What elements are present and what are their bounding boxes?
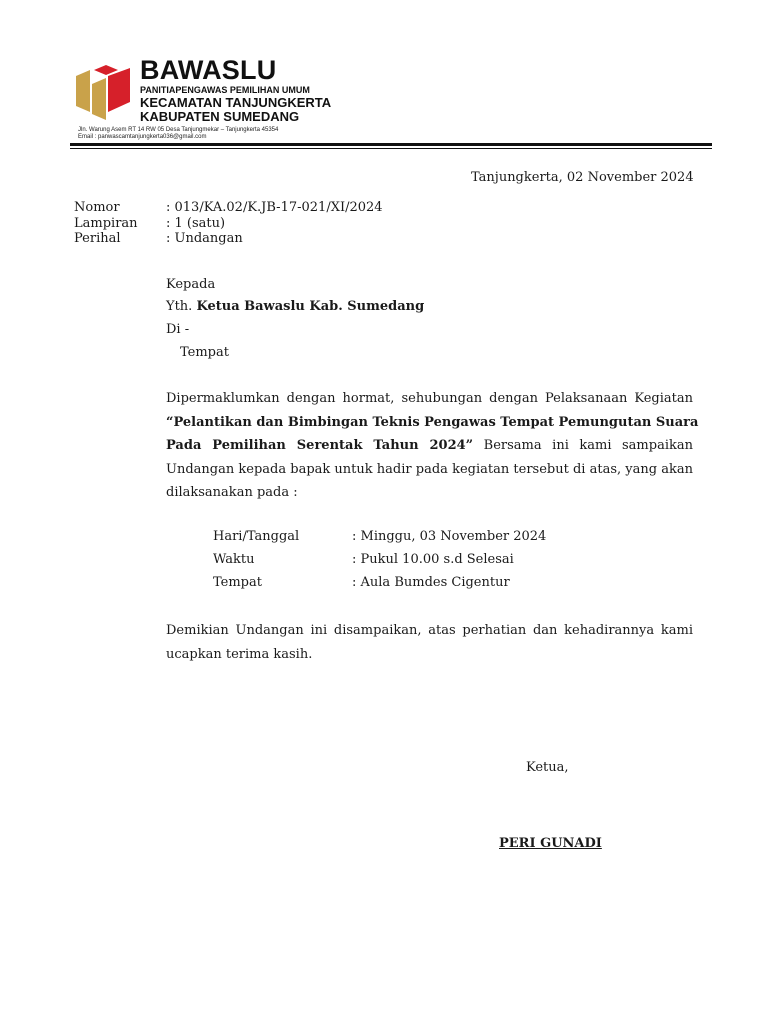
recipient-di: Di - xyxy=(166,322,190,337)
letterhead-divider-thin xyxy=(70,148,712,149)
signature-title: Ketua, xyxy=(526,760,569,775)
detail-value-time: : Pukul 10.00 s.d Selesai xyxy=(352,552,514,567)
detail-label-time: Waktu xyxy=(213,552,255,567)
lampiran-value: : 1 (satu) xyxy=(166,216,226,231)
org-name: BAWASLU xyxy=(140,55,277,85)
closing-line-1: Demikian Undangan ini disampaikan, atas perhatian dan kehadirannya kami xyxy=(166,623,693,638)
detail-label-place: Tempat xyxy=(213,575,262,590)
body-line-5: dilaksanakan pada : xyxy=(166,485,298,500)
org-regency: KABUPATEN SUMEDANG xyxy=(140,109,300,124)
recipient-yth xyxy=(166,299,424,315)
body-line-3 xyxy=(166,434,693,458)
body-paragraph xyxy=(166,387,699,505)
detail-value-place: : Aula Bumdes Cigentur xyxy=(352,575,510,590)
body-line-2 xyxy=(166,411,699,435)
recipient-yth-prefix: Yth. xyxy=(166,299,197,314)
recipient-tempat: Tempat xyxy=(180,345,229,360)
org-district: KECAMATAN TANJUNGKERTA xyxy=(140,95,332,110)
nomor-value: : 013/KA.02/K.JB-17-021/XI/2024 xyxy=(166,200,383,215)
closing-paragraph xyxy=(166,619,693,666)
event-title-part-2: Pada Pemilihan Serentak Tahun 2024” xyxy=(166,438,474,453)
closing-line-2: ucapkan terima kasih. xyxy=(166,646,313,662)
perihal-value: : Undangan xyxy=(166,231,243,246)
letterhead-divider-thick xyxy=(70,143,712,146)
body-line-1: Dipermaklumkan dengan hormat, sehubungan dengan Pelaksanaan Kegiatan xyxy=(166,391,693,406)
recipient-name: Ketua Bawaslu Kab. Sumedang xyxy=(196,299,425,314)
detail-value-date: : Minggu, 03 November 2024 xyxy=(352,529,547,544)
signatory-name: PERI GUNADI xyxy=(499,836,602,851)
lampiran-label: Lampiran xyxy=(74,216,138,231)
org-subtitle: PANITIAPENGAWAS PEMILIHAN UMUM xyxy=(140,85,310,95)
perihal-label: Perihal xyxy=(74,231,121,246)
recipient-kepada: Kepada xyxy=(166,277,216,292)
body-line-3-rest: Bersama ini kami sampaikan xyxy=(473,438,693,453)
org-email: Email : panwascamtanjungkerta036@gmail.com xyxy=(78,134,207,140)
letter-date: Tanjungkerta, 02 November 2024 xyxy=(471,170,694,185)
nomor-label: Nomor xyxy=(74,200,120,215)
bawaslu-logo-icon xyxy=(72,62,134,124)
body-line-4: Undangan kepada bapak untuk hadir pada kegiatan tersebut di atas, yang akan xyxy=(166,461,693,477)
org-address: Jln. Warung Asem RT 14 RW 05 Desa Tanjungmekar – Tanjungkerta 45354 xyxy=(78,127,279,133)
event-title-part-1: “Pelantikan dan Bimbingan Teknis Pengawas Tempat Pemungutan Suara xyxy=(166,414,699,430)
detail-label-date: Hari/Tanggal xyxy=(213,529,300,544)
